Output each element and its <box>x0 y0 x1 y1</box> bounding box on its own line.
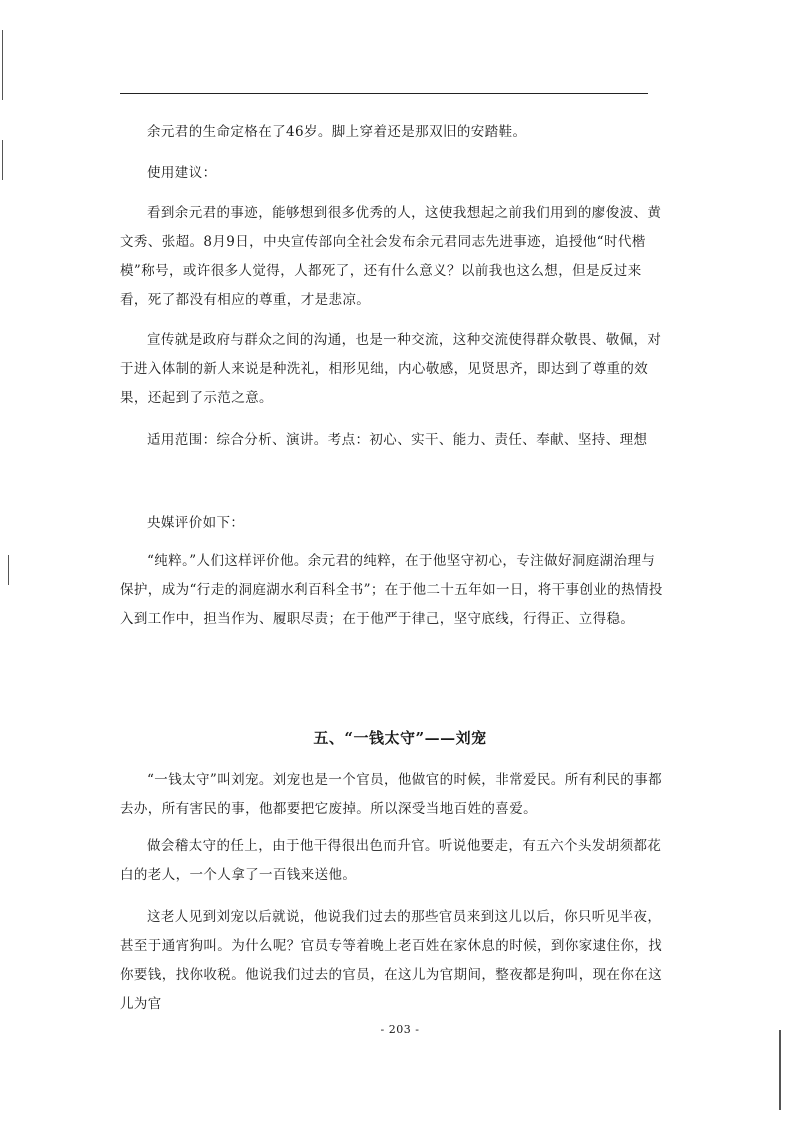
paragraph-kuaiji: 做会稽太守的任上，由于他干得很出色而升官。听说他要走，有五六个头发胡须都花白的老人，一个人拿了一百钱来送他。 <box>120 838 662 883</box>
page-number: - 203 - <box>380 1023 420 1036</box>
scan-artifact-right-bottom <box>779 1030 781 1110</box>
section-heading: 五、“一钱太守”——刘宠 <box>313 729 487 747</box>
paragraph-old-man: 这老人见到刘宠以后就说，他说我们过去的那些官员来到这儿以后，你只听见半夜，甚至于通宵狗叫。为什么呢？官员专等着晚上老百姓在家休息的时候，到你家逮住你，找你要钱，找你收税。他说我们过去的官员，在这儿为官期间，整夜都是狗叫，现在你在这儿为官 <box>120 909 663 1012</box>
scan-artifact-left-mid <box>2 140 3 180</box>
paragraph-purity: “纯粹。”人们这样评价他。余元君的纯粹，在于他坚守初心，专注做好洞庭湖治理与保护，成为“行走的洞庭湖水利百科全书”；在于他二十五年如一日，将干事创业的热情投入到工作中，担当作为、履职尽责；在于他严于律己，坚守底线，行得正、立得稳。 <box>120 553 663 627</box>
paragraph-deeds: 看到余元君的事迹，能够想到很多优秀的人，这使我想起之前我们用到的廖俊波、黄文秀、张超。8月9日，中央宣传部向全社会发布余元君同志先进事迹，追授他“时代楷模”称号，或许很多人觉得，人都死了，还有什么意义？以前我也这么想，但是反过来看，死了都没有相应的尊重，才是悲凉。 <box>120 205 662 308</box>
applicable-scope: 适用范围：综合分析、演讲。考点：初心、实干、能力、责任、奉献、坚持、理想 <box>147 432 648 448</box>
header-rule <box>120 93 648 94</box>
scan-artifact-left-top <box>2 30 3 100</box>
usage-suggestion-label: 使用建议： <box>147 165 217 181</box>
paragraph-publicity: 宣传就是政府与群众之间的沟通，也是一种交流，这种交流使得群众敬畏、敬佩，对于进入体制的新人来说是种洗礼，相形见绌，内心敬感，见贤思齐，即达到了尊重的效果，还起到了示范之意。 <box>120 332 662 406</box>
scan-artifact-left-lower <box>8 555 9 585</box>
paragraph-liu-chong: “一钱太守”叫刘宠。刘宠也是一个官员，他做官的时候，非常爱民。所有利民的事都去办，所有害民的事，他都要把它废掉。所以深受当地百姓的喜爱。 <box>120 772 663 817</box>
paragraph-yu-age: 余元君的生命定格在了46岁。脚上穿着还是那双旧的安踏鞋。 <box>147 124 527 140</box>
media-review-label: 央媒评价如下： <box>147 515 245 531</box>
